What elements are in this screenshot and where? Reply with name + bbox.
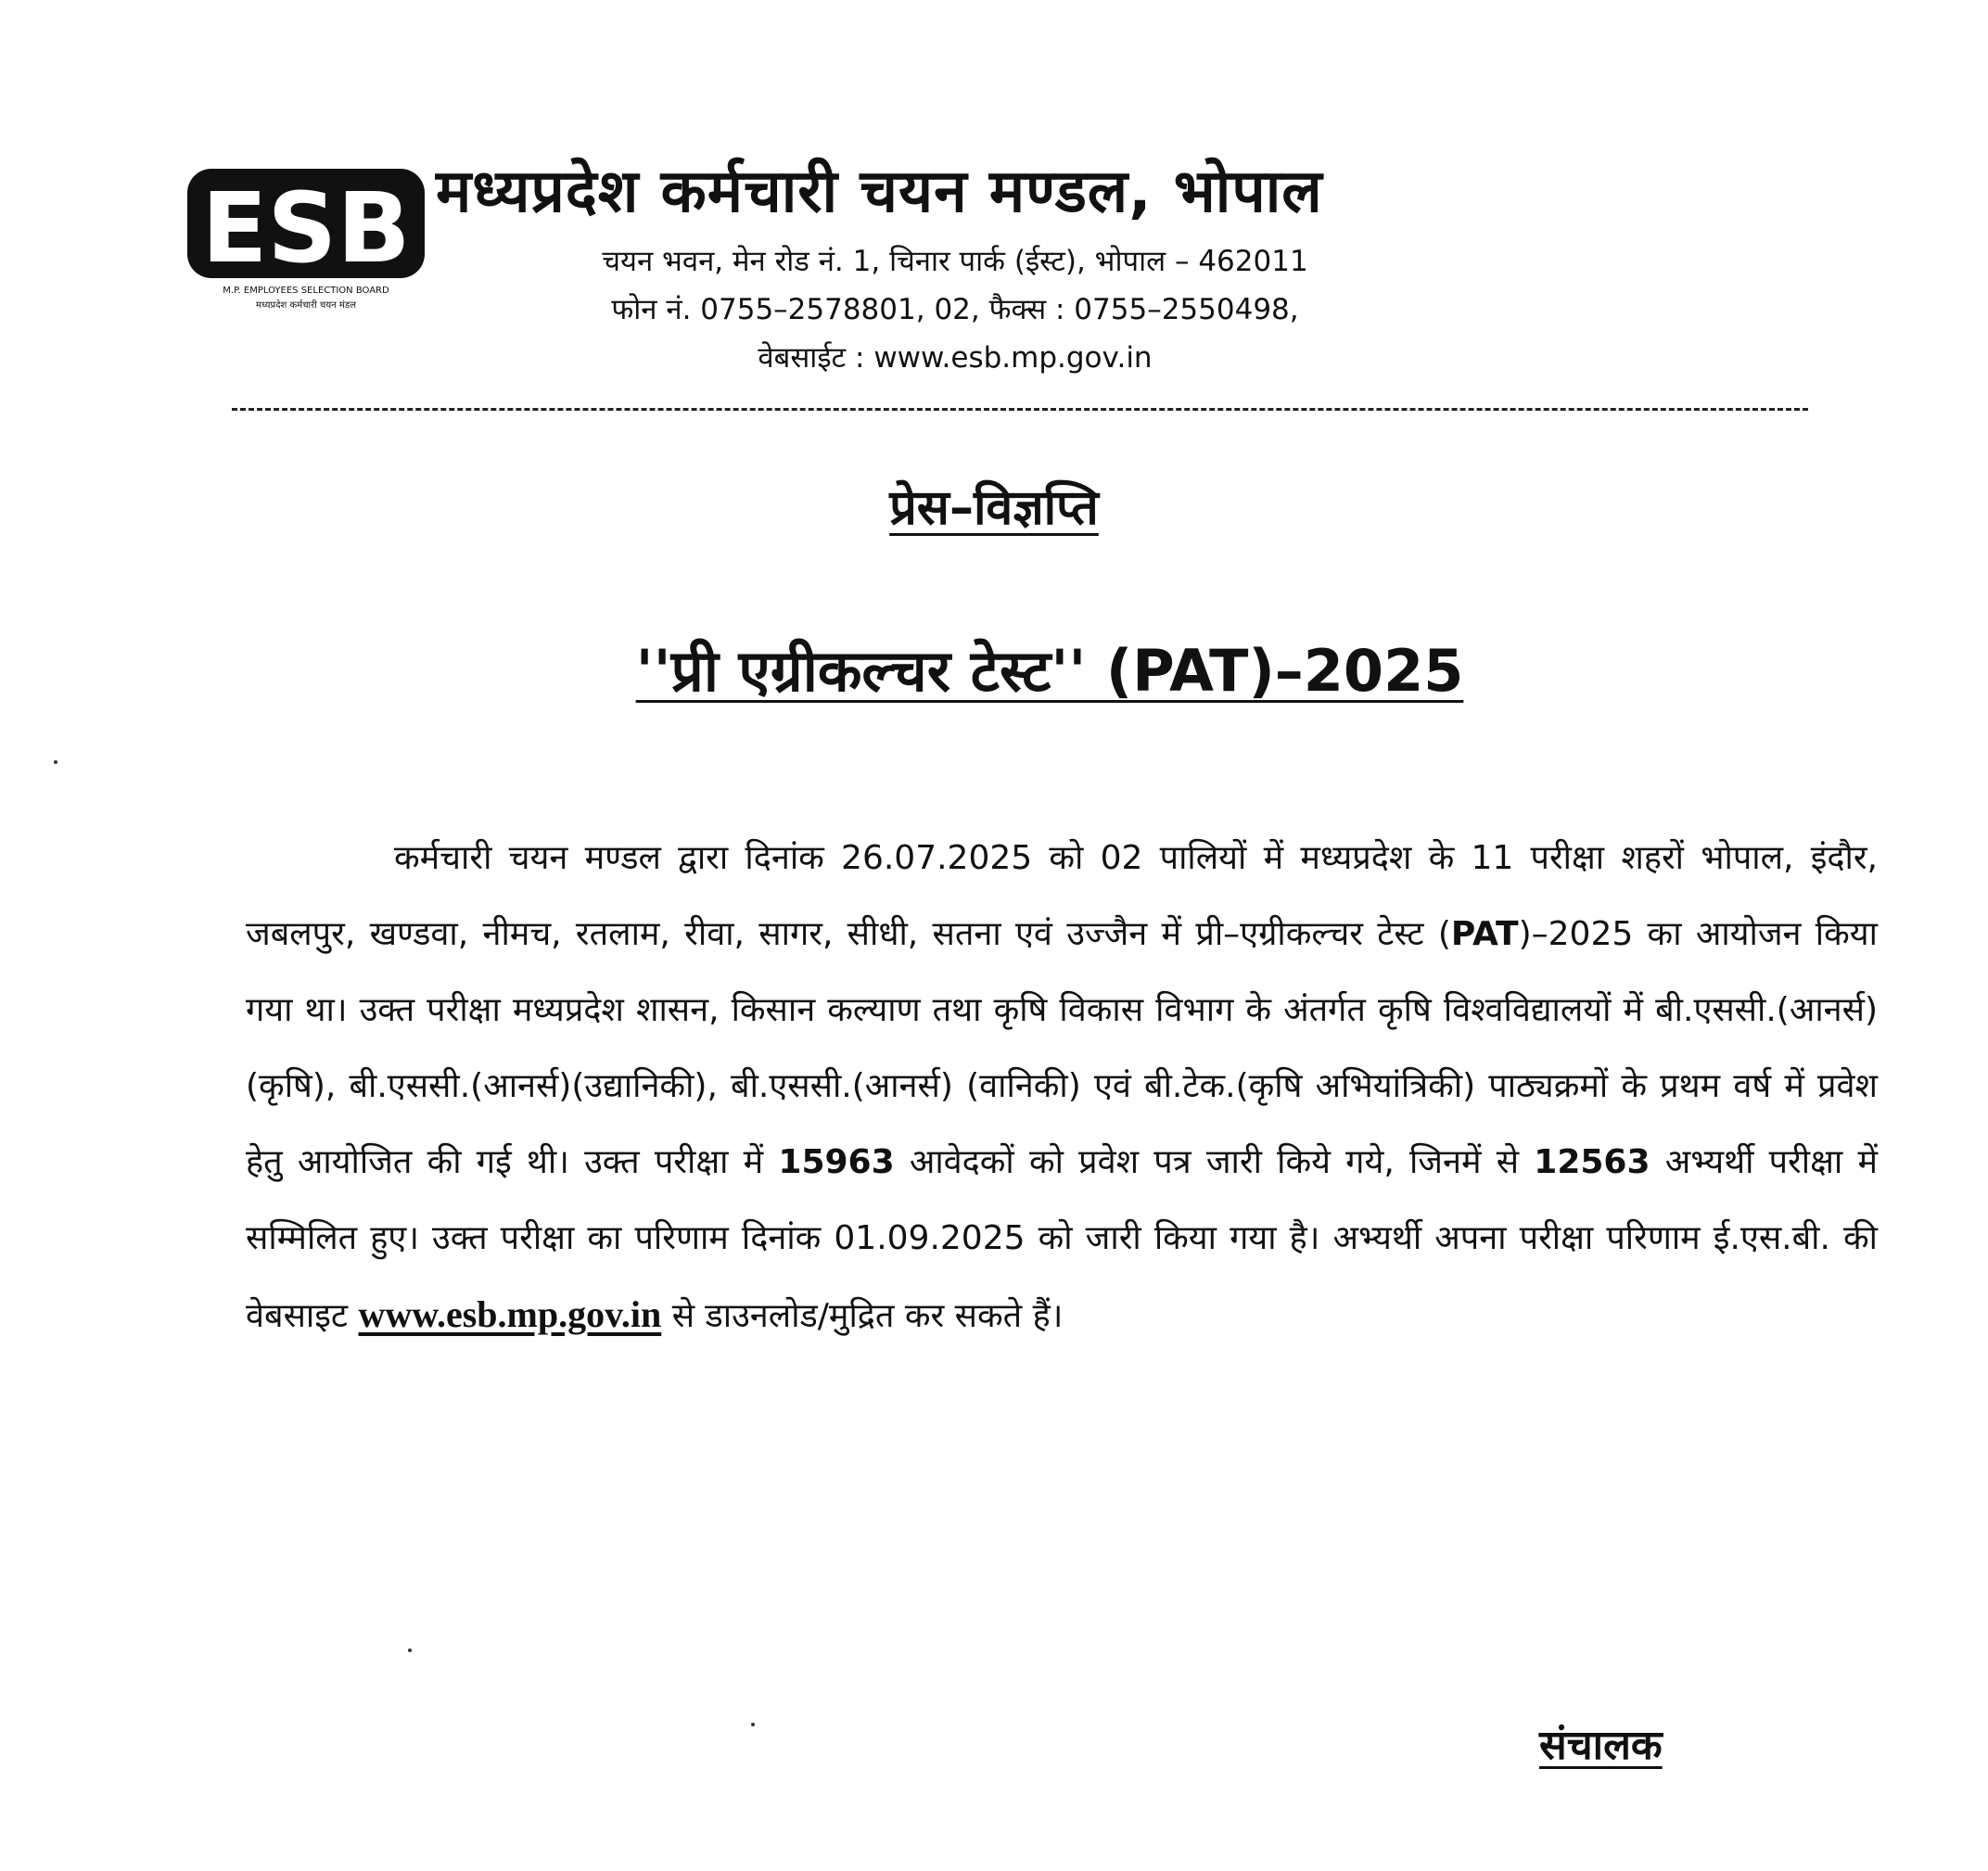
body-text-part-4: अभ्यर्थी परीक्षा में सम्मिलित हुए। उक्त परीक्षा का परिणाम दिनांक 01.09.2025 को जारी किया गया है। अभ्यर्थी अपना परीक्षा परिणाम ई.एस.बी. की वेबसाइट <box>246 1143 1878 1335</box>
scan-speck <box>408 1648 412 1652</box>
address-line: चयन भवन, मेन रोड नं. 1, चिनार पार्क (ईस्ट), भोपाल – 462011 <box>602 245 1308 278</box>
logo-subtext-hindi: मध्यप्रदेश कर्मचारी चयन मंडल <box>256 300 356 311</box>
website-line: वेबसाईट : www.esb.mp.gov.in <box>758 341 1153 375</box>
phone-fax-line: फोन नं. 0755–2578801, 02, फैक्स : 0755–2550498, <box>611 293 1299 326</box>
appeared-count: 12563 <box>1534 1143 1650 1181</box>
letterhead-divider <box>232 408 1808 411</box>
press-release-title-text: प्रेस–विज्ञप्ति <box>889 480 1099 536</box>
exam-title <box>56 630 1988 708</box>
scan-speck <box>751 1723 755 1726</box>
esb-logo <box>185 167 427 315</box>
body-text-part-1: कर्मचारी चयन मण्डल द्वारा दिनांक 26.07.2025 को 02 पालियों में मध्यप्रदेश के 11 परीक्षा शहरों भोपाल, इंदौर, जबलपुर, खण्डवा, नीमच, रतलाम, रीवा, सागर, सीधी, सतना एवं उज्जैन में प्री–एग्रीकल्चर टेस्ट ( <box>246 839 1878 953</box>
body-paragraph <box>246 821 1878 1355</box>
exam-title-text: ''प्री एग्रीकल्चर टेस्ट'' (PAT)–2025 <box>635 637 1464 705</box>
letterhead <box>185 139 1817 399</box>
org-name: मध्यप्रदेश कर्मचारी चयन मण्डल, भोपाल <box>436 158 1323 226</box>
scan-speck <box>54 760 57 764</box>
body-text-part-5: से डाउनलोड/मुद्रित कर सकते हैं। <box>671 1297 1064 1335</box>
pat-abbrev: PAT <box>1450 915 1519 953</box>
admit-card-count: 15963 <box>778 1143 895 1181</box>
signatory: संचालक <box>1539 1722 1663 1769</box>
website-link[interactable]: www.esb.mp.gov.in <box>358 1293 662 1335</box>
body-text-part-2: )–2025 का आयोजन किया गया था। उक्त परीक्षा मध्यप्रदेश शासन, किसान कल्याण तथा कृषि विकास विभाग के अंतर्गत कृषि विश्वविद्यालयों में बी.एससी.(आनर्स)(कृषि), बी.एससी.(आनर्स)(उद्यानिकी), बी.एससी.(आनर्स) (वानिकी) एवं बी.टेक.(कृषि अभियांत्रिकी) पाठ्यक्रमों के प्रथम वर्ष में प्रवेश हेतु आयोजित की गई थी। उक्त परीक्षा में <box>246 915 1878 1181</box>
press-release-title <box>0 473 1988 539</box>
body-text-part-3: आवेदकों को प्रवेश पत्र जारी किये गये, जिनमें से <box>909 1143 1520 1181</box>
logo-text: ESB <box>201 172 411 285</box>
logo-subtext-english: M.P. EMPLOYEES SELECTION BOARD <box>223 286 389 296</box>
